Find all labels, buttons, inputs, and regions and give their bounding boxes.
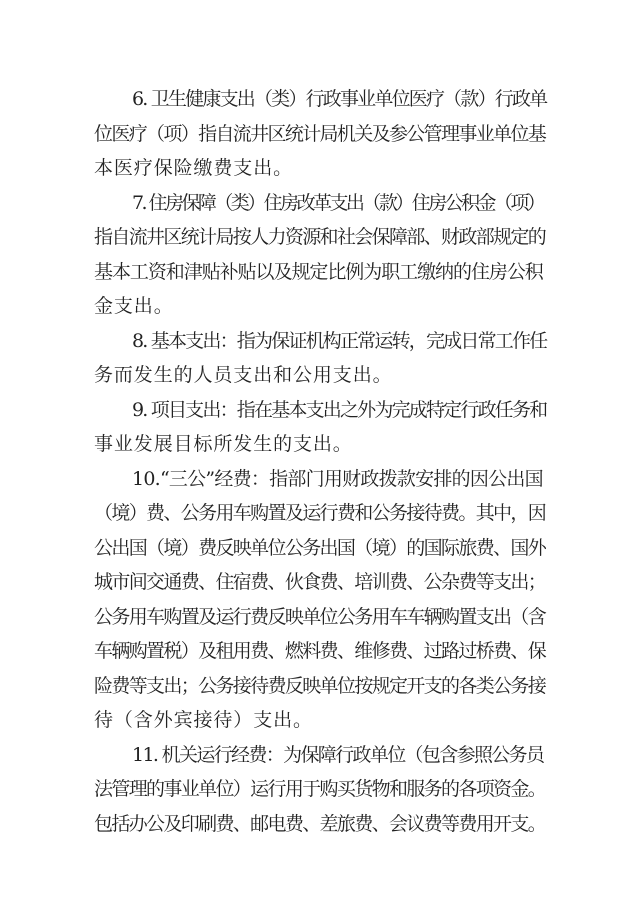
text-line: （境）费、公务用车购置及运行费和公务接待费。其中，因 bbox=[94, 502, 546, 524]
text-line: 6. 卫生健康支出（类）行政事业单位医疗（款）行政单 bbox=[132, 88, 547, 110]
paragraph-item-8 bbox=[94, 324, 546, 393]
text-line: 事业发展目标所发生的支出。 bbox=[94, 433, 353, 455]
text-line: 险费等支出；公务接待费反映单位按规定开支的各类公务接 bbox=[94, 674, 546, 697]
paragraph-item-6 bbox=[94, 82, 546, 186]
text-line: 位医疗（项）指自流井区统计局机关及参公管理事业单位基 bbox=[94, 122, 546, 145]
text-line: 7. 住房保障（类）住房改革支出（款）住房公积金（项） bbox=[132, 191, 544, 214]
text-line: 待（含外宾接待）支出。 bbox=[94, 709, 313, 731]
text-line: 包括办公及印刷费、邮电费、差旅费、会议费等费用开支。 bbox=[94, 812, 546, 835]
paragraph-item-9 bbox=[94, 393, 546, 462]
text-line: 金支出。 bbox=[94, 295, 174, 317]
paragraph-item-10 bbox=[94, 462, 546, 738]
text-line: 指自流井区统计局按人力资源和社会保障部、财政部规定的 bbox=[94, 226, 546, 248]
paragraph-item-11 bbox=[94, 738, 546, 842]
text-line: 本医疗保险缴费支出。 bbox=[94, 157, 294, 179]
text-line: 10.“三公”经费：指部门用财政拨款安排的因公出国 bbox=[132, 467, 543, 490]
text-line: 11. 机关运行经费：为保障行政单位（包含参照公务员 bbox=[132, 743, 544, 766]
text-line: 公出国（境）费反映单位公务出国（境）的国际旅费、国外 bbox=[94, 536, 546, 559]
text-line: 城市间交通费、住宿费、伙食费、培训费、公杂费等支出； bbox=[94, 571, 546, 593]
text-line: 法管理的事业单位）运行用于购买货物和服务的各项资金。 bbox=[94, 778, 546, 800]
text-line: 9. 项目支出：指在基本支出之外为完成特定行政任务和 bbox=[132, 398, 547, 421]
document-body bbox=[94, 82, 546, 841]
text-line: 公务用车购置及运行费反映单位公务用车车辆购置支出（含 bbox=[94, 605, 546, 628]
text-line: 8. 基本支出：指为保证机构正常运转，完成日常工作任 bbox=[132, 329, 547, 352]
text-line: 基本工资和津贴补贴以及规定比例为职工缴纳的住房公积 bbox=[94, 260, 543, 283]
paragraph-item-7 bbox=[94, 186, 546, 324]
text-line: 车辆购置税）及租用费、燃料费、维修费、过路过桥费、保 bbox=[94, 640, 546, 662]
text-line: 务而发生的人员支出和公用支出。 bbox=[94, 364, 393, 386]
